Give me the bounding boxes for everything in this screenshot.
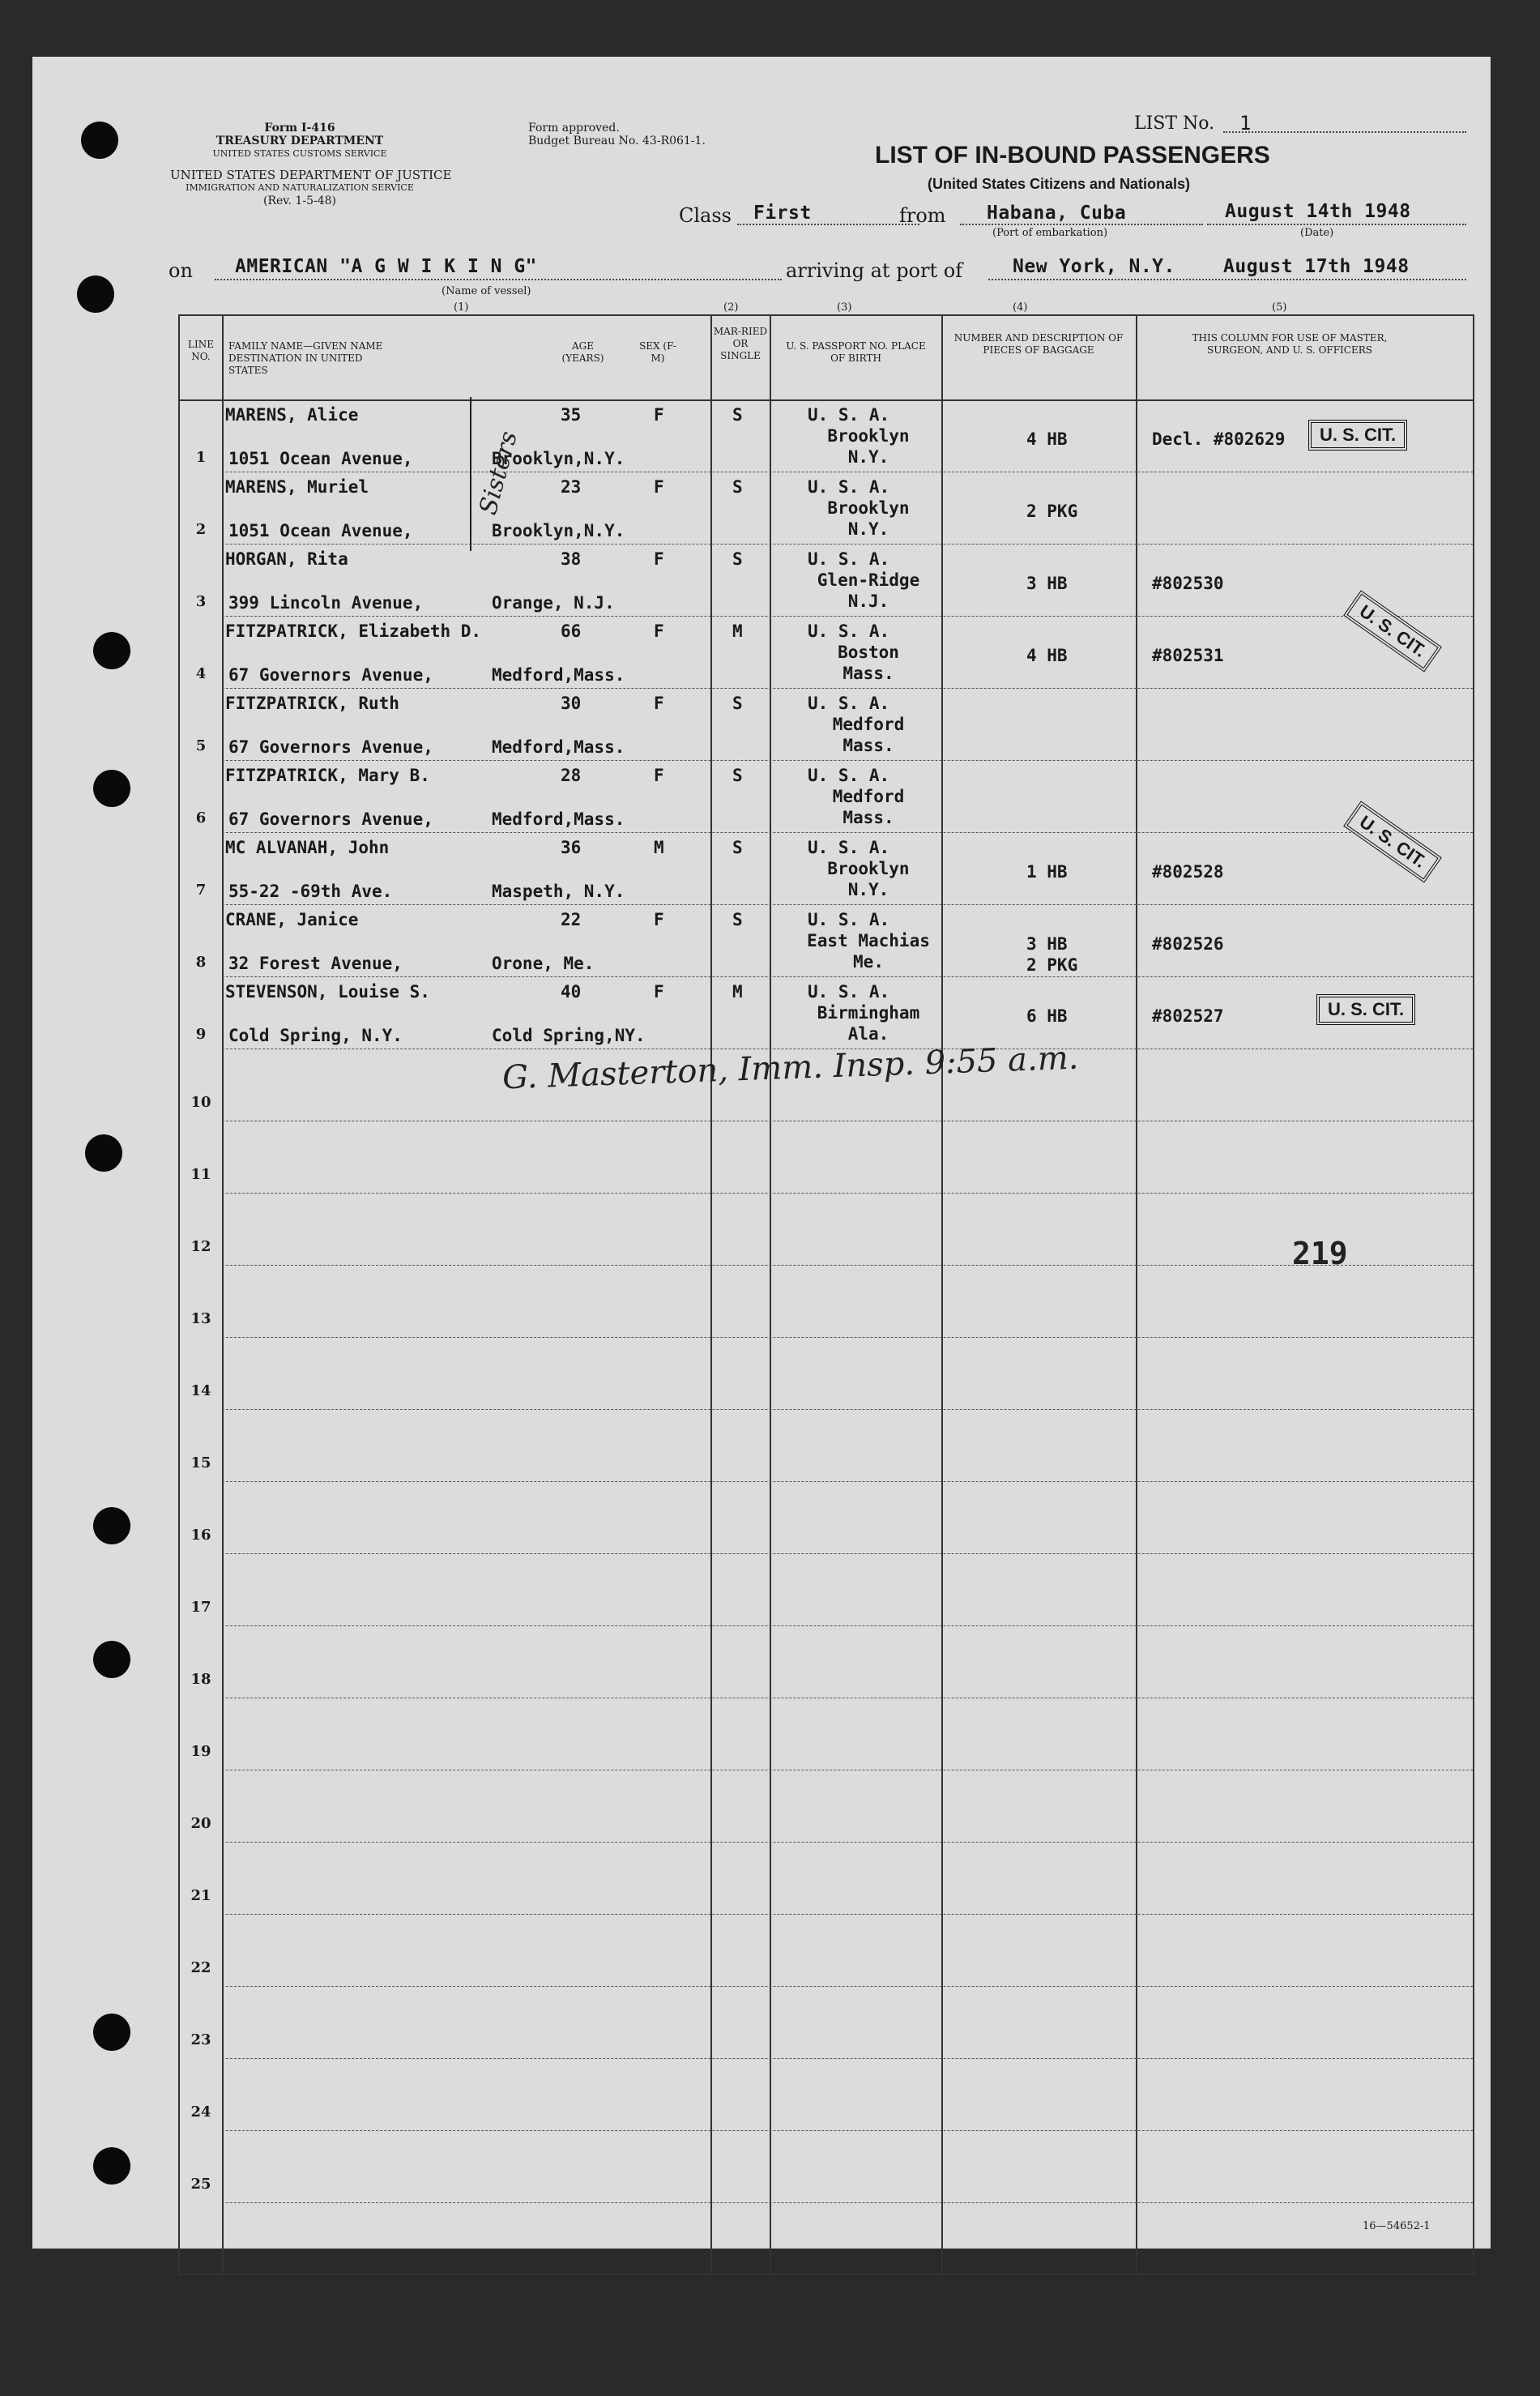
- empty-row: [180, 1698, 1473, 1770]
- arriving-label: arriving at port of: [786, 259, 963, 282]
- binder-hole: [93, 1507, 130, 1544]
- passenger-age: 22: [561, 910, 582, 929]
- arrival-date: August 17th 1948: [1223, 256, 1410, 277]
- baggage-1: 1 HB: [1026, 862, 1068, 882]
- passenger-sex: F: [654, 405, 664, 425]
- binder-hole: [85, 1134, 122, 1172]
- line-number: 4: [195, 665, 207, 682]
- passenger-address: 399 Lincoln Avenue,: [228, 593, 424, 613]
- table-row: [180, 977, 1473, 1049]
- table-row: [180, 545, 1473, 617]
- empty-row: [180, 1121, 1473, 1194]
- baggage-2: 2 PKG: [1026, 955, 1078, 975]
- passport-country: U. S. A.: [808, 766, 890, 785]
- passenger-age: 35: [561, 405, 582, 425]
- marital-status: S: [732, 477, 743, 497]
- passenger-address: 67 Governors Avenue,: [228, 737, 433, 757]
- passenger-age: 40: [561, 982, 582, 1002]
- birth-state: N.Y.: [847, 447, 889, 467]
- justice-block: [170, 168, 452, 207]
- line-number: 15: [190, 1454, 211, 1471]
- destination-city: Cold Spring,NY.: [492, 1026, 646, 1045]
- passenger-address: 1051 Ocean Avenue,: [228, 449, 413, 468]
- date-caption: (Date): [1300, 227, 1334, 239]
- header-officers: THIS COLUMN FOR USE OF MASTER, SURGEON, AND U. S. OFFICERS: [1192, 332, 1388, 356]
- header-sex: SEX (F-M): [639, 340, 676, 364]
- passenger-name: MC ALVANAH, John: [225, 838, 390, 857]
- passport-country: U. S. A.: [808, 405, 890, 425]
- line-number: 24: [190, 2103, 211, 2121]
- destination-city: Medford,Mass.: [492, 809, 625, 829]
- class-label: Class: [679, 204, 732, 227]
- line-number: 9: [195, 1026, 207, 1043]
- class-line: [737, 224, 919, 225]
- from-label: from: [899, 204, 946, 227]
- list-no-line: [1223, 131, 1466, 133]
- col-num-4: (4): [1013, 301, 1028, 314]
- line-number: 11: [190, 1166, 211, 1183]
- treasury-dept: TREASURY DEPARTMENT: [215, 135, 384, 147]
- line-number: 2: [195, 521, 207, 538]
- table-row: [180, 472, 1473, 545]
- empty-row: [180, 1266, 1473, 1338]
- baggage-1: 3 HB: [1026, 934, 1068, 954]
- passenger-address: 67 Governors Avenue,: [228, 665, 433, 685]
- bracket-mark: [460, 397, 471, 551]
- birth-place: East Machias: [807, 931, 930, 950]
- table-row: [180, 400, 1473, 472]
- header-name: FAMILY NAME—GIVEN NAME DESTINATION IN UNITED STATES: [228, 340, 383, 376]
- vessel-caption: (Name of vessel): [442, 285, 531, 297]
- date-value: August 14th 1948: [1225, 201, 1411, 222]
- destination-city: Maspeth, N.Y.: [492, 882, 625, 901]
- binder-hole: [93, 1641, 130, 1678]
- page-number: 219: [1292, 1236, 1348, 1271]
- vessel-name: AMERICAN "A G W I K I N G": [235, 256, 538, 277]
- line-number: 1: [195, 449, 207, 466]
- citizenship-stamp: U. S. CIT.: [1343, 590, 1442, 672]
- line-number: 5: [195, 737, 207, 754]
- passport-country: U. S. A.: [808, 549, 890, 569]
- birth-place: Boston: [838, 643, 899, 662]
- birth-place: Medford: [832, 715, 905, 734]
- baggage-1: 2 PKG: [1026, 502, 1078, 521]
- passenger-age: 38: [561, 549, 582, 569]
- line-number: 12: [190, 1238, 211, 1255]
- marital-status: S: [732, 405, 743, 425]
- passport-country: U. S. A.: [808, 982, 890, 1002]
- passenger-address: 55-22 -69th Ave.: [228, 882, 393, 901]
- line-number: 22: [190, 1959, 211, 1976]
- from-line: [960, 224, 1203, 225]
- citizenship-stamp: U. S. CIT.: [1343, 801, 1442, 882]
- passenger-sex: F: [654, 621, 664, 641]
- col-num-5: (5): [1272, 301, 1287, 314]
- baggage-1: 4 HB: [1026, 429, 1068, 449]
- birth-place: Brooklyn: [827, 498, 910, 518]
- empty-row: [180, 1770, 1473, 1843]
- inspector-signature: G. Masterton, Imm. Insp. 9:55 a.m.: [501, 1039, 1080, 1097]
- declaration-number: #802531: [1152, 646, 1224, 665]
- passenger-sex: F: [654, 910, 664, 929]
- table-row: [180, 617, 1473, 689]
- destination-city: Medford,Mass.: [492, 665, 625, 685]
- birth-place: Glen-Ridge: [817, 570, 920, 590]
- table-row: [180, 905, 1473, 977]
- line-number: 8: [195, 954, 207, 971]
- justice-dept: UNITED STATES DEPARTMENT OF JUSTICE: [170, 168, 452, 182]
- header-married: MAR-RIED OR SINGLE: [713, 326, 768, 361]
- page-title: LIST OF IN-BOUND PASSENGERS: [875, 142, 1270, 169]
- passenger-age: 23: [561, 477, 582, 497]
- line-number: 20: [190, 1815, 211, 1832]
- birth-state: Mass.: [843, 736, 894, 755]
- citizenship-stamp: U. S. CIT.: [1308, 420, 1407, 451]
- ins-service: IMMIGRATION AND NATURALIZATION SERVICE: [186, 182, 414, 193]
- form-sheet: [32, 57, 1491, 2249]
- empty-row: [180, 1987, 1473, 2059]
- passenger-sex: F: [654, 982, 664, 1002]
- list-label: LIST No.: [1134, 113, 1215, 134]
- empty-row: [180, 2131, 1473, 2203]
- arrival-line: [988, 279, 1466, 280]
- baggage-1: 6 HB: [1026, 1006, 1068, 1026]
- citizenship-stamp: U. S. CIT.: [1316, 994, 1415, 1025]
- destination-city: Brooklyn,N.Y.: [492, 449, 625, 468]
- passenger-sex: F: [654, 766, 664, 785]
- empty-row: [180, 1194, 1473, 1266]
- binder-hole: [93, 632, 130, 669]
- line-number: 6: [195, 809, 207, 826]
- list-number: 1: [1239, 112, 1252, 135]
- line-number: 23: [190, 2031, 211, 2048]
- line-number: 25: [190, 2176, 211, 2193]
- class-value: First: [753, 203, 812, 224]
- passenger-sex: M: [654, 838, 664, 857]
- binder-hole: [93, 770, 130, 807]
- approval-block: [528, 122, 706, 147]
- passenger-name: MARENS, Muriel: [225, 477, 369, 497]
- binder-hole: [77, 275, 114, 313]
- birth-state: Me.: [853, 952, 884, 972]
- empty-row: [180, 1626, 1473, 1698]
- marital-status: S: [732, 549, 743, 569]
- line-number: 3: [195, 593, 207, 610]
- passenger-name: FITZPATRICK, Ruth: [225, 694, 399, 713]
- budget-bureau: Budget Bureau No. 43-R061-1.: [528, 135, 706, 147]
- baggage-1: 4 HB: [1026, 646, 1068, 665]
- line-number: 14: [190, 1382, 211, 1399]
- row-line: [222, 2202, 1473, 2203]
- empty-row: [180, 1338, 1473, 1410]
- birth-place: Brooklyn: [827, 859, 910, 878]
- declaration-number: #802528: [1152, 862, 1224, 882]
- on-label: on: [169, 259, 193, 282]
- marital-status: S: [732, 910, 743, 929]
- header-left: [170, 122, 429, 160]
- form-number: Form I-416: [264, 122, 335, 135]
- declaration-number: #802526: [1152, 934, 1224, 954]
- passenger-age: 30: [561, 694, 582, 713]
- passenger-address: 67 Governors Avenue,: [228, 809, 433, 829]
- passport-country: U. S. A.: [808, 910, 890, 929]
- line-number: 21: [190, 1887, 211, 1904]
- form-approved: Form approved.: [528, 122, 620, 135]
- birth-state: N.Y.: [847, 519, 889, 539]
- passenger-age: 36: [561, 838, 582, 857]
- arrival-port: New York, N.Y.: [1013, 256, 1175, 277]
- revision: (Rev. 1-5-48): [263, 194, 336, 207]
- header-age: AGE (YEARS): [561, 340, 604, 364]
- declaration-number: Decl. #802629: [1152, 429, 1286, 449]
- passenger-address: 32 Forest Avenue,: [228, 954, 403, 973]
- birth-state: Mass.: [843, 664, 894, 683]
- marital-status: M: [732, 621, 743, 641]
- declaration-number: #802530: [1152, 574, 1224, 593]
- declaration-number: #802527: [1152, 1006, 1224, 1026]
- birth-state: Ala.: [847, 1024, 889, 1044]
- line-number: 19: [190, 1743, 211, 1760]
- passenger-sex: F: [654, 549, 664, 569]
- empty-row: [180, 1843, 1473, 1915]
- marital-status: M: [732, 982, 743, 1002]
- line-number: 18: [190, 1671, 211, 1688]
- passport-country: U. S. A.: [808, 621, 890, 641]
- passenger-name: FITZPATRICK, Mary B.: [225, 766, 430, 785]
- passenger-address: 1051 Ocean Avenue,: [228, 521, 413, 540]
- passenger-age: 66: [561, 621, 582, 641]
- header-baggage: NUMBER AND DESCRIPTION OF PIECES OF BAGGAGE: [953, 332, 1124, 356]
- empty-row: [180, 1915, 1473, 1987]
- birth-place: Medford: [832, 787, 905, 806]
- marital-status: S: [732, 766, 743, 785]
- birth-place: Brooklyn: [827, 426, 910, 446]
- line-number: 7: [195, 882, 207, 899]
- col-num-2: (2): [723, 301, 739, 314]
- passport-country: U. S. A.: [808, 477, 890, 497]
- destination-city: Orone, Me.: [492, 954, 595, 973]
- passenger-name: CRANE, Janice: [225, 910, 359, 929]
- marital-status: S: [732, 694, 743, 713]
- customs-service: UNITED STATES CUSTOMS SERVICE: [212, 148, 387, 159]
- line-number: 10: [190, 1094, 211, 1111]
- vessel-line: [215, 279, 782, 280]
- passenger-table: [178, 314, 1474, 2275]
- passport-country: U. S. A.: [808, 838, 890, 857]
- col-num-1: (1): [454, 301, 469, 314]
- destination-city: Orange, N.J.: [492, 593, 615, 613]
- destination-city: Brooklyn,N.Y.: [492, 521, 625, 540]
- empty-row: [180, 1482, 1473, 1554]
- passport-country: U. S. A.: [808, 694, 890, 713]
- binder-hole: [93, 2014, 130, 2051]
- passenger-sex: F: [654, 477, 664, 497]
- from-value: Habana, Cuba: [987, 203, 1127, 224]
- marital-status: S: [732, 838, 743, 857]
- margin-note: Sisters: [474, 428, 524, 519]
- passenger-address: Cold Spring, N.Y.: [228, 1026, 403, 1045]
- footer-code: 16—54652-1: [1363, 2220, 1431, 2232]
- empty-row: [180, 1410, 1473, 1482]
- header-line-no: LINE NO.: [188, 339, 214, 362]
- passenger-sex: F: [654, 694, 664, 713]
- passenger-name: HORGAN, Rita: [225, 549, 348, 569]
- birth-place: Birmingham: [817, 1003, 920, 1023]
- passenger-name: FITZPATRICK, Elizabeth D.: [225, 621, 482, 641]
- page-subtitle: (United States Citizens and Nationals): [928, 176, 1191, 192]
- table-row: [180, 761, 1473, 833]
- empty-row: [180, 1554, 1473, 1626]
- empty-row: [180, 2059, 1473, 2131]
- port-caption: (Port of embarkation): [992, 227, 1108, 239]
- passenger-name: MARENS, Alice: [225, 405, 359, 425]
- table-row: [180, 689, 1473, 761]
- destination-city: Medford,Mass.: [492, 737, 625, 757]
- birth-state: N.J.: [847, 592, 889, 611]
- baggage-1: 3 HB: [1026, 574, 1068, 593]
- passenger-age: 28: [561, 766, 582, 785]
- table-row: [180, 833, 1473, 905]
- line-number: 13: [190, 1310, 211, 1327]
- col-num-3: (3): [837, 301, 852, 314]
- header-passport: U. S. PASSPORT NO. PLACE OF BIRTH: [786, 340, 926, 364]
- binder-hole: [81, 122, 118, 159]
- binder-hole: [93, 2147, 130, 2185]
- line-number: 17: [190, 1599, 211, 1616]
- birth-state: N.Y.: [847, 880, 889, 899]
- line-number: 16: [190, 1527, 211, 1544]
- passenger-name: STEVENSON, Louise S.: [225, 982, 430, 1002]
- birth-state: Mass.: [843, 808, 894, 827]
- date-line: [1207, 224, 1466, 225]
